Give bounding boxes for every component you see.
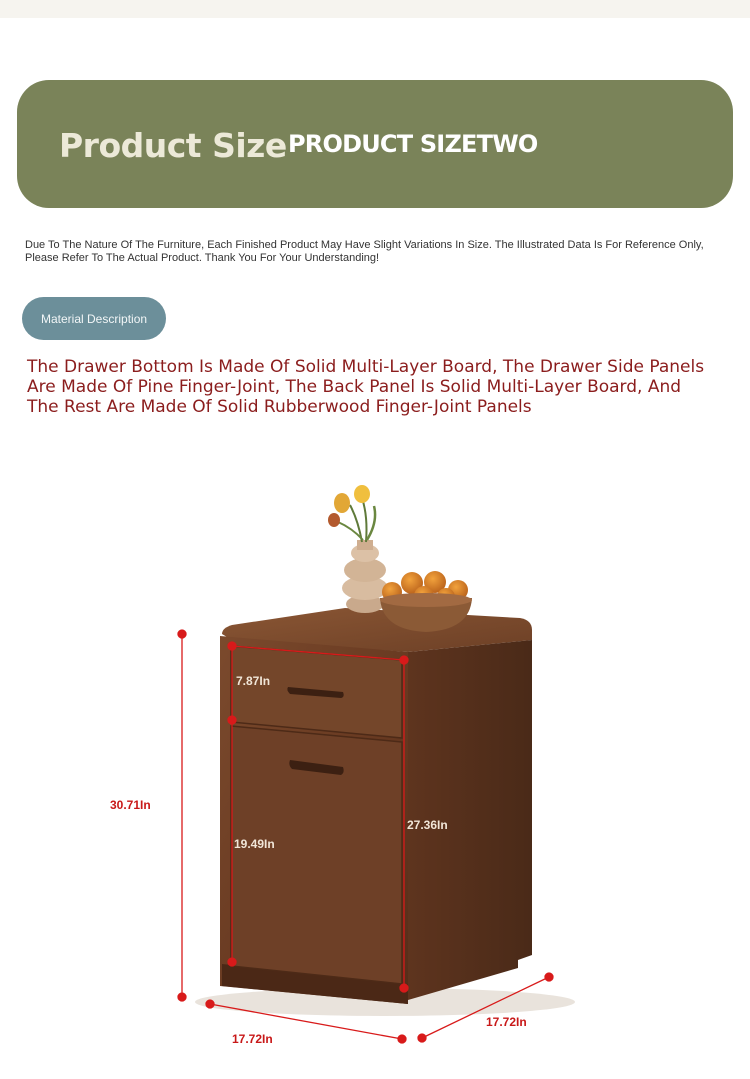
top-strip — [0, 0, 750, 18]
hero-banner — [17, 80, 733, 208]
hero-subtitle: PRODUCT SIZETWO — [288, 130, 538, 158]
material-description: The Drawer Bottom Is Made Of Solid Multi-Layer Board, The Drawer Side Panels Are Made Of Pine Finger-Joint, The Back Panel Is Solid Multi-Layer Board, And The Rest Are Made Of Solid Rubberwood Finger-Joint Panels — [27, 357, 705, 417]
flowers — [328, 485, 375, 542]
fruit-bowl — [380, 571, 472, 632]
cabinet-illustration — [0, 440, 750, 1079]
hero-title: Product Size — [59, 126, 287, 165]
material-tag-label: Material Description — [41, 312, 148, 326]
size-disclaimer: Due To The Nature Of The Furniture, Each Finished Product May Have Slight Variations In Size. The Illustrated Data Is For Reference Only, Please Refer To The Actual Product. Thank You For Your Understanding! — [25, 239, 704, 264]
door-height-label: 19.49In — [234, 837, 275, 851]
depth-label: 17.72In — [486, 1015, 527, 1029]
material-tag — [22, 297, 166, 340]
width-label: 17.72In — [232, 1032, 273, 1046]
body-height-label: 27.36In — [407, 818, 448, 832]
total-height-label: 30.71In — [110, 798, 151, 812]
drawer-height-label: 7.87In — [236, 674, 271, 688]
